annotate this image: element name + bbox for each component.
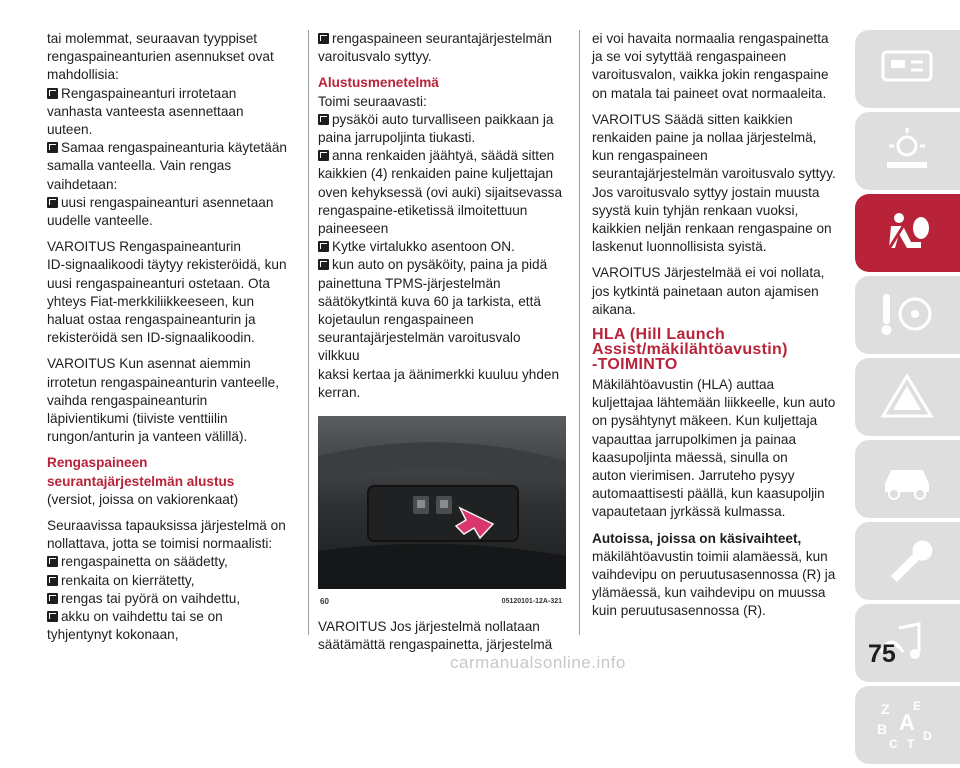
column-3	[592, 30, 842, 621]
list-item: uusi rengaspaineanturi asennetaan uudelle vanteelle.	[47, 194, 274, 229]
warning-paragraph: VAROITUS Säädä sitten kaikkien renkaiden paine ja nollaa järjestelmä, kun rengaspaineen seurantajärjestelmän varoitusvalo syttyy. Jos varoitusvalo syttyy jostain muusta syystä kuin tyhjän renkaan vuoksi, kaikkien neljän renkaan rengaspaine on laskenut luonnollisista syistä.	[592, 111, 836, 255]
bold-subheading: Autoissa, joissa on käsivaihteet,	[592, 530, 802, 546]
reset-intro: Seuraavissa tapauksissa järjestelmä on nollattava, jotta se toimisi normaalisti:	[47, 518, 286, 552]
tab-service[interactable]	[855, 440, 960, 518]
wrench-icon	[877, 536, 937, 586]
figure-caption-strip	[318, 589, 566, 606]
tab-lights[interactable]	[855, 112, 960, 190]
lights-icon	[877, 126, 937, 176]
bullet-box-icon	[318, 259, 329, 270]
list-item: anna renkaiden jäähtyä, säädä sitten kaikkien (4) renkaiden paine kuljettajan oven kehyksessä (ovi auki) sijaitsevassa rengaspaine-etiketissä ilmoitettuun paineeseen	[318, 148, 563, 237]
page-number: 75	[868, 640, 896, 668]
list-item: rengas tai pyörä on vaihdettu,	[47, 590, 295, 608]
watermark: carmanualsonline.info	[450, 653, 626, 672]
tab-starting-driving[interactable]	[855, 276, 960, 354]
figure-number: 60	[320, 597, 329, 607]
section-heading: Alustusmenetelmä	[318, 75, 439, 91]
paragraph: ei voi havaita normaalia rengaspainetta ja se voi sytyttää rengaspaineen varoitusvalon, vaikka jokin rengaspaine on matala tai paineet ovat normaaleita.	[592, 31, 829, 101]
figure-code: 05120101-12A-321	[501, 598, 562, 606]
warning-paragraph: VAROITUS Järjestelmää ei voi nollata, jos kytkintä painetaan auton ajamisen aikana.	[592, 265, 825, 317]
paragraph: Mäkilähtöavustin (HLA) auttaa kuljettajaa lähtemään liikkeelle, kun auto on pysähtynyt mäkeen. Kun kuljettaja vapauttaa jarrupolkimen ja painaa kaasupoljinta mäessä, sinulla on auton vierimisen. Jarruteho pysyy automaattisesti päällä, kun kaasupoljin vapautetaan jyrkässä kulmassa.	[592, 377, 836, 520]
section-subheading: (versiot, joissa on vakiorenkaat)	[47, 491, 239, 507]
list-item: rengaspaineen seurantajärjestelmän varoitusvalo syttyy.	[318, 31, 552, 65]
column-1	[47, 30, 295, 645]
tab-safety[interactable]	[855, 194, 960, 272]
index-letter: T	[907, 737, 915, 750]
dashboard-photo	[318, 416, 566, 589]
tab-dashboard[interactable]	[855, 30, 960, 108]
tab-technical[interactable]	[855, 522, 960, 600]
bullet-box-icon	[318, 241, 329, 252]
bullet-box-icon	[318, 150, 329, 161]
index-letter: D	[923, 729, 932, 743]
airbag-safety-icon	[877, 208, 937, 258]
list-item: rengaspainetta on säädetty,	[47, 553, 295, 571]
index-letters-icon	[877, 700, 937, 750]
bullet-box-icon	[47, 197, 58, 208]
list-item: Rengaspaineanturi irrotetaan vanhasta vanteesta asennettaan uuteen.	[47, 85, 244, 138]
index-letter: B	[877, 721, 888, 737]
install-options-list	[47, 85, 295, 231]
bullet-box-icon	[47, 556, 58, 567]
procedure-intro: Toimi seuraavasti:	[318, 93, 427, 109]
index-letter: Z	[881, 701, 890, 717]
index-letter: E	[913, 700, 922, 713]
paragraph: Autoissa, joissa on käsivaihteet, mäkilähtöavustin toimii alamäessä, kun vaihdevipu on peruutusasennossa (R) ja ylämäessä, kun vaihdevipu on muussa kuin peruutusasennossa (R).	[592, 530, 842, 621]
reset-conditions-list	[47, 553, 295, 644]
column-divider-1	[308, 30, 309, 635]
section-heading: Rengaspaineen seurantajärjestelmän alustus	[47, 455, 235, 489]
tab-index[interactable]	[855, 686, 960, 764]
key-steering-icon	[877, 290, 937, 340]
list-item: akku on vaihdettu tai se on tyhjentynyt kokonaan,	[47, 609, 223, 643]
bullet-box-icon	[47, 611, 58, 622]
tpms-switch-figure	[318, 416, 566, 606]
list-item: Kytke virtalukko asentoon ON.	[318, 238, 564, 256]
tab-emergency[interactable]	[855, 358, 960, 436]
column-divider-2	[579, 30, 580, 635]
list-item: Samaa rengaspaineanturia käytetään samalla vanteella. Vain rengas vaihdetaan:	[47, 140, 287, 192]
bullet-box-icon	[47, 575, 58, 586]
bullet-box-icon	[318, 114, 329, 125]
warning-paragraph: VAROITUS Kun asennat aiemmin irrotetun rengaspaineanturin vanteelle, vaihda rengaspaineanturin läpivientikumi (tiiviste venttiilin rungon/anturin ja vanteen välillä).	[47, 356, 280, 445]
procedure-steps	[318, 111, 564, 402]
warning-paragraph: VAROITUS Rengaspaineanturin ID-signaalikoodi täytyy rekisteröidä, kun uusi rengaspaineanturi ostetaan. Ota yhteys Fiat-merkkiliikkeeseen, kun haluat ostaa rengaspaineanturin ja rekisteröidä sen ID-signaalikoodin.	[47, 239, 287, 346]
warning-paragraph: VAROITUS Jos järjestelmä nollataan säätämättä rengaspainetta, järjestelmä	[318, 619, 553, 653]
bullet-box-icon	[47, 593, 58, 604]
bullet-box-icon	[47, 88, 58, 99]
index-letter: C	[889, 737, 898, 750]
bullet-box-icon	[47, 142, 58, 153]
dashboard-car-icon	[877, 44, 937, 94]
intro-paragraph: tai molemmat, seuraavan tyyppiset rengaspaineanturien asennukset ovat mahdollisia:	[47, 31, 274, 83]
list-item: pysäköi auto turvalliseen paikkaan ja paina jarrupoljinta tiukasti.	[318, 111, 554, 146]
car-service-icon	[877, 454, 937, 504]
column-2	[318, 30, 564, 662]
list-item: kun auto on pysäköity, paina ja pidä painettuna TPMS-järjestelmän säätökytkintä kuva 60 ja tarkista, että kojetaulun rengaspaineen seurantajärjestelmän varoitusvalo vilkkuu kaksi kertaa ja äänimerkki kuuluu yhden kerran.	[318, 257, 560, 400]
index-letter: A	[899, 710, 915, 735]
list-item: renkaita on kierrätetty,	[47, 572, 295, 590]
warning-triangle-icon	[877, 372, 937, 422]
bullet-box-icon	[318, 33, 329, 44]
section-heading: HLA (Hill Launch Assist/mäkilähtöavustin) -TOIMINTO	[592, 326, 788, 374]
